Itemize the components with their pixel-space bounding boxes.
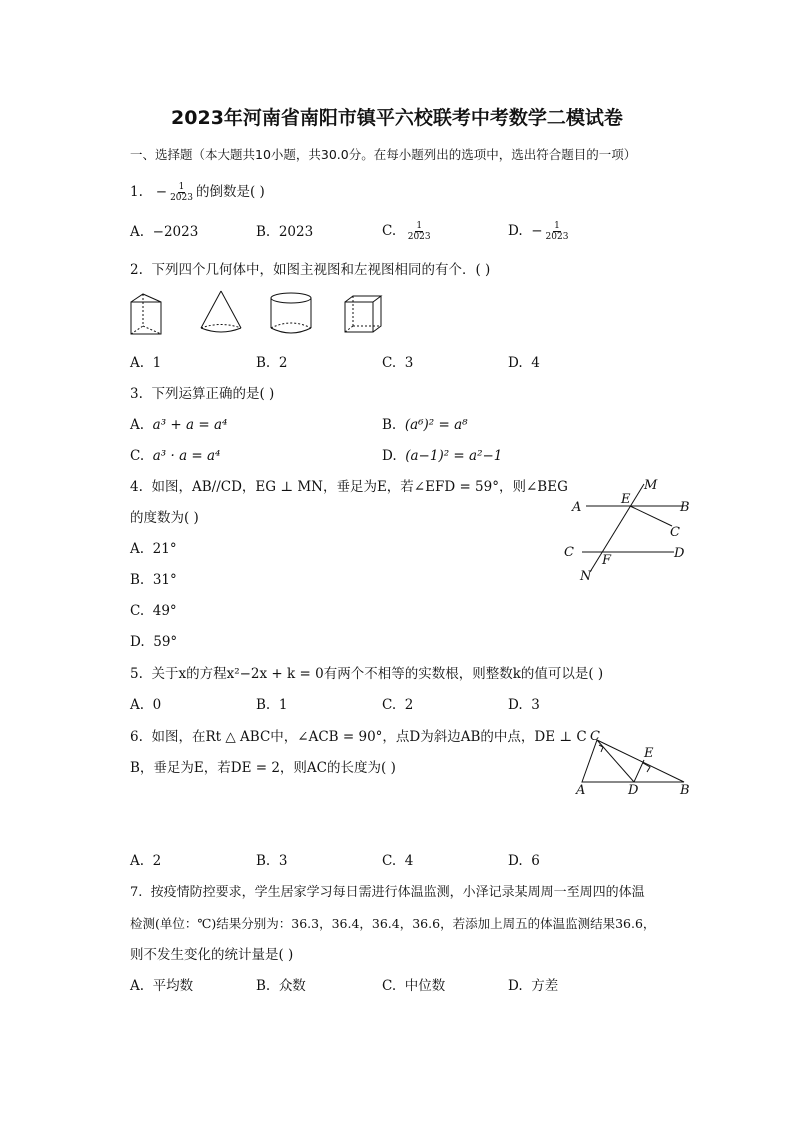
option-label: C. bbox=[382, 355, 397, 371]
question-text: 按疫情防控要求，学生居家学习每日需进行体温监测，小泽记录某周周一至周四的体温 bbox=[150, 885, 645, 900]
label-e: E bbox=[621, 492, 631, 507]
option-text: 3 bbox=[531, 697, 540, 713]
option-label: B. bbox=[256, 355, 271, 371]
question-text: 如图，在Rt △ ABC中，∠ACB = 90°，点D为斜边AB的中点，DE ⊥ C bbox=[151, 729, 587, 745]
question-number: 1. bbox=[130, 184, 143, 200]
option-label: D. bbox=[508, 355, 523, 371]
option-text: 1 bbox=[278, 697, 288, 713]
question-number: 4. bbox=[130, 479, 143, 495]
option-text: 2023 bbox=[278, 224, 314, 240]
option-label: C. bbox=[130, 448, 145, 464]
option-text: 4 bbox=[531, 355, 540, 371]
label-c-ray: C bbox=[670, 525, 680, 540]
option-c bbox=[382, 696, 413, 714]
option-label: A. bbox=[130, 697, 145, 713]
option-text: 59° bbox=[153, 634, 178, 650]
label-d: D bbox=[628, 783, 639, 798]
option-label: C. bbox=[130, 603, 145, 619]
label-b: B bbox=[680, 500, 690, 515]
option-d bbox=[508, 977, 558, 995]
option-c bbox=[382, 354, 413, 372]
question-6-continued: B，垂足为E，若DE = 2，则AC的长度为( ) bbox=[130, 760, 396, 776]
option-c bbox=[382, 852, 413, 870]
question-5 bbox=[130, 665, 603, 683]
question-number: 2. bbox=[130, 262, 143, 278]
question-7 bbox=[130, 884, 645, 902]
option-a bbox=[130, 223, 198, 241]
option-label: D. bbox=[382, 448, 397, 464]
option-text: 2 bbox=[404, 697, 414, 713]
option-text: 0 bbox=[152, 697, 162, 713]
option-label: B. bbox=[256, 224, 271, 240]
question-6 bbox=[130, 728, 587, 746]
line-mn bbox=[590, 484, 644, 572]
fraction bbox=[407, 221, 432, 242]
median-cd bbox=[597, 740, 634, 782]
option-text: a³ · a = a⁴ bbox=[152, 448, 221, 464]
option-label: A. bbox=[130, 541, 145, 557]
option-text: a³ + a = a⁴ bbox=[152, 417, 228, 433]
fraction bbox=[545, 221, 570, 242]
option-label: B. bbox=[256, 697, 271, 713]
question-4-continued: 的度数为( ) bbox=[130, 510, 199, 526]
option-text: (a−1)² = a²−1 bbox=[405, 448, 503, 464]
option-b bbox=[382, 416, 468, 434]
option-d bbox=[382, 447, 502, 465]
option-label: A. bbox=[130, 355, 145, 371]
label-d: D bbox=[674, 546, 685, 561]
label-a: A bbox=[576, 783, 586, 798]
option-text: 3 bbox=[404, 355, 414, 371]
option-text: (a⁶)² = a⁸ bbox=[404, 417, 468, 433]
minus-sign: − bbox=[155, 184, 168, 200]
option-label: A. bbox=[130, 417, 145, 433]
option-b bbox=[256, 852, 287, 870]
option-text: 6 bbox=[531, 853, 540, 869]
question-text: 关于x的方程x²−2x + k = 0有两个不相等的实数根，则整数k的值可以是( ) bbox=[151, 666, 604, 682]
label-n: N bbox=[580, 569, 592, 584]
label-m: M bbox=[644, 478, 658, 493]
question-number: 3. bbox=[130, 386, 143, 402]
option-b bbox=[256, 696, 287, 714]
option-text: 1 bbox=[152, 355, 162, 371]
question-text: 下列运算正确的是( ) bbox=[151, 386, 275, 402]
section-heading: 一、选择题（本大题共10小题，共30.0分。在每小题列出的选项中，选出符合题目的一项） bbox=[130, 147, 637, 162]
option-b bbox=[256, 223, 313, 241]
option-c bbox=[382, 977, 445, 995]
option-text: 3 bbox=[278, 853, 288, 869]
solids-figure bbox=[125, 288, 395, 340]
option-label: C. bbox=[382, 853, 397, 869]
option-label: A. bbox=[130, 853, 145, 869]
option-d bbox=[508, 852, 540, 870]
option-d bbox=[130, 633, 177, 651]
option-a bbox=[130, 540, 177, 558]
option-text: 平均数 bbox=[152, 978, 194, 994]
question-text: 下列四个几何体中，如图主视图和左视图相同的有个．( ) bbox=[151, 262, 491, 278]
option-label: C. bbox=[382, 223, 397, 239]
option-text: 中位数 bbox=[404, 978, 446, 994]
fraction-numerator: 1 bbox=[416, 221, 423, 231]
question-4 bbox=[130, 478, 568, 496]
option-text: −2023 bbox=[152, 224, 199, 240]
option-a bbox=[130, 977, 193, 995]
option-label: A. bbox=[130, 224, 145, 240]
cone-figure bbox=[201, 291, 241, 332]
option-label: D. bbox=[508, 223, 523, 239]
fraction-numerator: 1 bbox=[178, 182, 185, 192]
option-b bbox=[256, 354, 287, 372]
triangular-prism-figure bbox=[131, 294, 161, 334]
parallel-lines-figure bbox=[560, 474, 700, 586]
option-label: B. bbox=[382, 417, 397, 433]
label-c: C bbox=[564, 545, 574, 560]
option-c bbox=[130, 602, 177, 620]
fraction-denominator: 2023 bbox=[407, 232, 431, 242]
fraction-denominator: 2023 bbox=[545, 232, 569, 242]
option-label: C. bbox=[382, 978, 397, 994]
option-text: 31° bbox=[152, 572, 177, 588]
ray-eg bbox=[630, 506, 672, 526]
option-a bbox=[130, 354, 161, 372]
cube-figure bbox=[345, 296, 381, 332]
fraction-numerator: 1 bbox=[554, 221, 560, 231]
label-c: C bbox=[590, 729, 600, 744]
option-d bbox=[508, 221, 571, 242]
option-label: D. bbox=[508, 697, 523, 713]
option-label: B. bbox=[130, 572, 145, 588]
question-number: 7. bbox=[130, 885, 143, 900]
option-text: 4 bbox=[404, 853, 414, 869]
cylinder-figure bbox=[271, 293, 311, 333]
label-e: E bbox=[644, 746, 654, 761]
question-1 bbox=[130, 182, 265, 203]
question-2 bbox=[130, 261, 490, 279]
option-c bbox=[130, 447, 220, 465]
option-b bbox=[256, 977, 306, 995]
option-label: D. bbox=[508, 978, 523, 994]
question-number: 5. bbox=[130, 666, 143, 682]
option-text: 众数 bbox=[278, 978, 306, 994]
segment-de bbox=[634, 760, 644, 782]
question-text: 如图，AB//CD，EG ⊥ MN，垂足为E，若∠EFD = 59°，则∠BEG bbox=[151, 479, 568, 495]
triangle-abc bbox=[582, 740, 684, 782]
option-a bbox=[130, 696, 161, 714]
label-a: A bbox=[572, 500, 582, 515]
option-a bbox=[130, 852, 161, 870]
option-label: A. bbox=[130, 978, 145, 994]
option-label: C. bbox=[382, 697, 397, 713]
page-title: 2023年河南省南阳市镇平六校联考中考数学二模试卷 bbox=[171, 107, 623, 129]
question-text: 的倒数是( ) bbox=[195, 184, 265, 200]
label-b: B bbox=[680, 783, 690, 798]
option-text: 49° bbox=[152, 603, 177, 619]
option-text: 2 bbox=[278, 355, 288, 371]
option-a bbox=[130, 416, 227, 434]
label-f: F bbox=[602, 553, 612, 568]
question-7-continued-2: 则不发生变化的统计量是( ) bbox=[130, 947, 294, 963]
fraction bbox=[169, 182, 194, 203]
right-triangle-figure bbox=[570, 726, 696, 798]
minus-sign: − bbox=[531, 223, 543, 239]
option-b bbox=[130, 571, 177, 589]
option-text: 2 bbox=[152, 853, 162, 869]
question-7-continued: 检测(单位：℃)结果分别为：36.3，36.4，36.4，36.6，若添加上周五的体温监测结果36.6， bbox=[130, 916, 656, 931]
option-d bbox=[508, 354, 540, 372]
option-label: B. bbox=[256, 853, 271, 869]
question-3 bbox=[130, 385, 274, 403]
option-d bbox=[508, 696, 540, 714]
option-label: D. bbox=[508, 853, 523, 869]
option-label: B. bbox=[256, 978, 271, 994]
option-label: D. bbox=[130, 634, 145, 650]
option-c bbox=[382, 221, 434, 242]
option-text: 21° bbox=[152, 541, 177, 557]
fraction-denominator: 2023 bbox=[170, 193, 193, 203]
option-text: 方差 bbox=[531, 978, 559, 994]
question-number: 6. bbox=[130, 729, 143, 745]
